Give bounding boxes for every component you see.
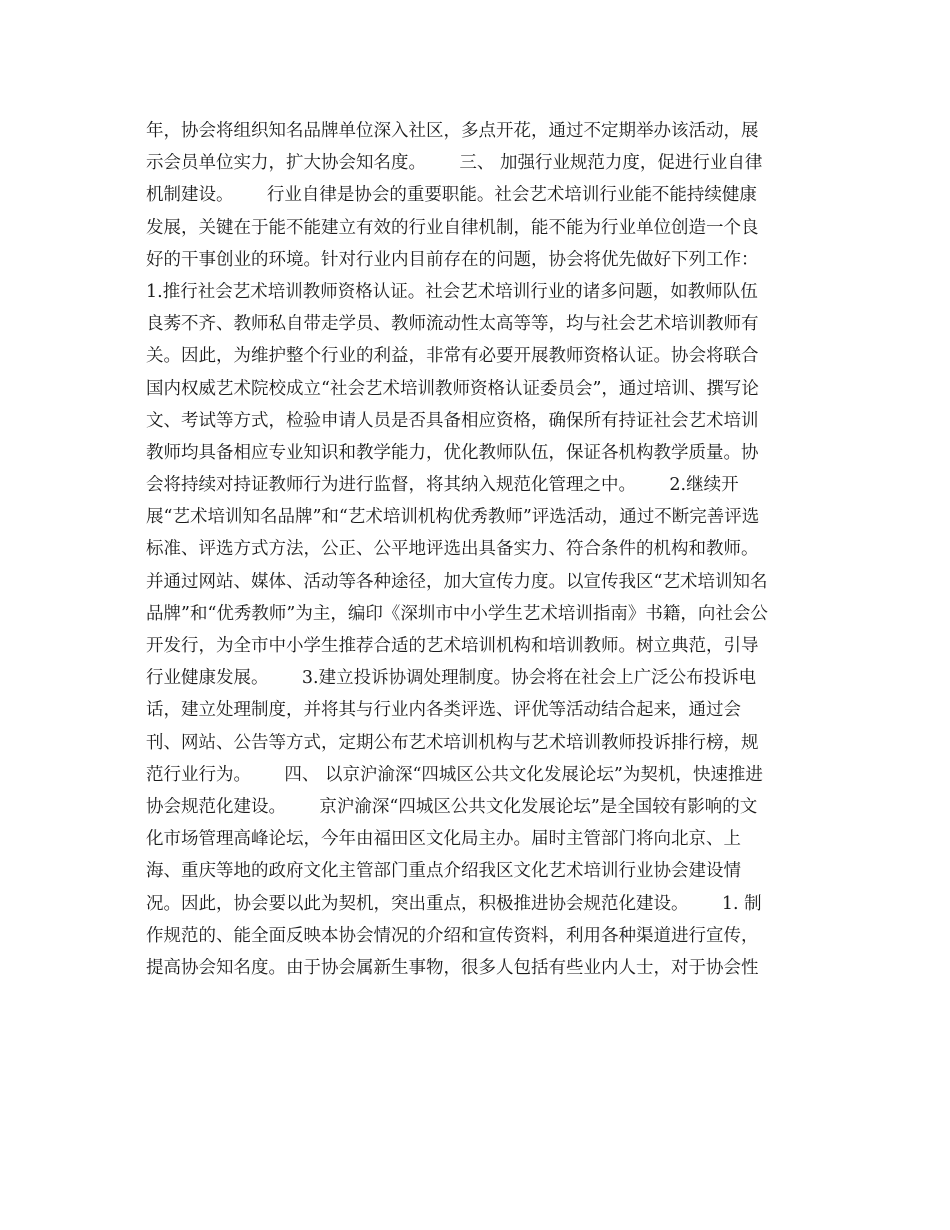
text-line: 行业健康发展。 3.建立投诉协调处理制度。协会将在社会上广泛公布投诉电 [146,668,757,689]
text-line: 年，协会将组织知名品牌单位深入社区，多点开花，通过不定期举办该活动，展 [146,121,759,141]
text-line: 品牌”和“优秀教师”为主，编印《深圳市中小学生艺术培训指南》书籍，向社会公 [146,603,768,624]
text-line: 作规范的、能全面反映本协会情况的介绍和宣传资料，利用各种渠道进行宣传， [146,925,759,946]
text-line: 机制建设。 行业自律是协会的重要职能。社会艺术培训行业能不能持续健康 [146,185,757,206]
text-line: 文、考试等方式，检验申请人员是否具备相应资格，确保所有持证社会艺术培训 [146,410,759,431]
text-line: 协会规范化建设。 京沪渝深“四城区公共文化发展论坛”是全国较有影响的文 [146,796,758,817]
text-line: 刊、网站、公告等方式，定期公布艺术培训机构与艺术培训教师投诉排行榜，规 [146,732,759,753]
text-line: 示会员单位实力，扩大协会知名度。 三、 加强行业规范力度，促进行业自律 [146,153,763,174]
text-line: 国内权威艺术院校成立“社会艺术培训教师资格认证委员会”，通过培训、撰写论 [146,378,759,399]
text-line: 教师均具备相应专业知识和教学能力，优化教师队伍，保证各机构教学质量。协 [146,442,759,463]
text-line: 并通过网站、媒体、活动等各种途径，加大宣传力度。以宣传我区“艺术培训知名 [146,571,768,592]
text-line: 会将持续对持证教师行为进行监督，将其纳入规范化管理之中。 2.继续开 [146,475,739,496]
text-line: 范行业行为。 四、 以京沪渝深“四城区公共文化发展论坛”为契机，快速推进 [146,764,763,785]
text-line: 关。因此，为维护整个行业的利益，非常有必要开展教师资格认证。协会将联合 [146,346,759,367]
text-line: 好的干事创业的环境。针对行业内目前存在的问题，协会将优先做好下列工作： [146,249,759,270]
text-line: 提高协会知名度。由于协会属新生事物，很多人包括有些业内人士，对于协会性 [146,957,759,978]
text-line: 1.推行社会艺术培训教师资格认证。社会艺术培训行业的诸多问题，如教师队伍 [146,281,758,302]
body-text [146,115,816,984]
text-line: 况。因此，协会要以此为契机，突出重点，积极推进协会规范化建设。 1. 制 [146,893,762,914]
text-line: 展“艺术培训知名品牌”和“艺术培训机构优秀教师”评选活动，通过不断完善评选 [146,507,760,528]
text-line: 良莠不齐、教师私自带走学员、教师流动性太高等等，均与社会艺术培训教师有 [146,314,759,335]
text-line: 话，建立处理制度，并将其与行业内各类评选、评优等活动结合起来，通过会 [146,700,741,721]
text-line: 开发行，为全市中小学生推荐合适的艺术培训机构和培训教师。树立典范，引导 [146,636,759,656]
text-line: 发展，关键在于能不能建立有效的行业自律机制，能不能为行业单位创造一个良 [146,217,759,238]
text-line: 海、重庆等地的政府文化主管部门重点介绍我区文化艺术培训行业协会建设情 [146,861,741,882]
text-line: 标准、评选方式方法，公正、公平地评选出具备实力、符合条件的机构和教师。 [146,539,759,560]
text-line: 化市场管理高峰论坛，今年由福田区文化局主办。届时主管部门将向北京、上 [146,829,741,850]
